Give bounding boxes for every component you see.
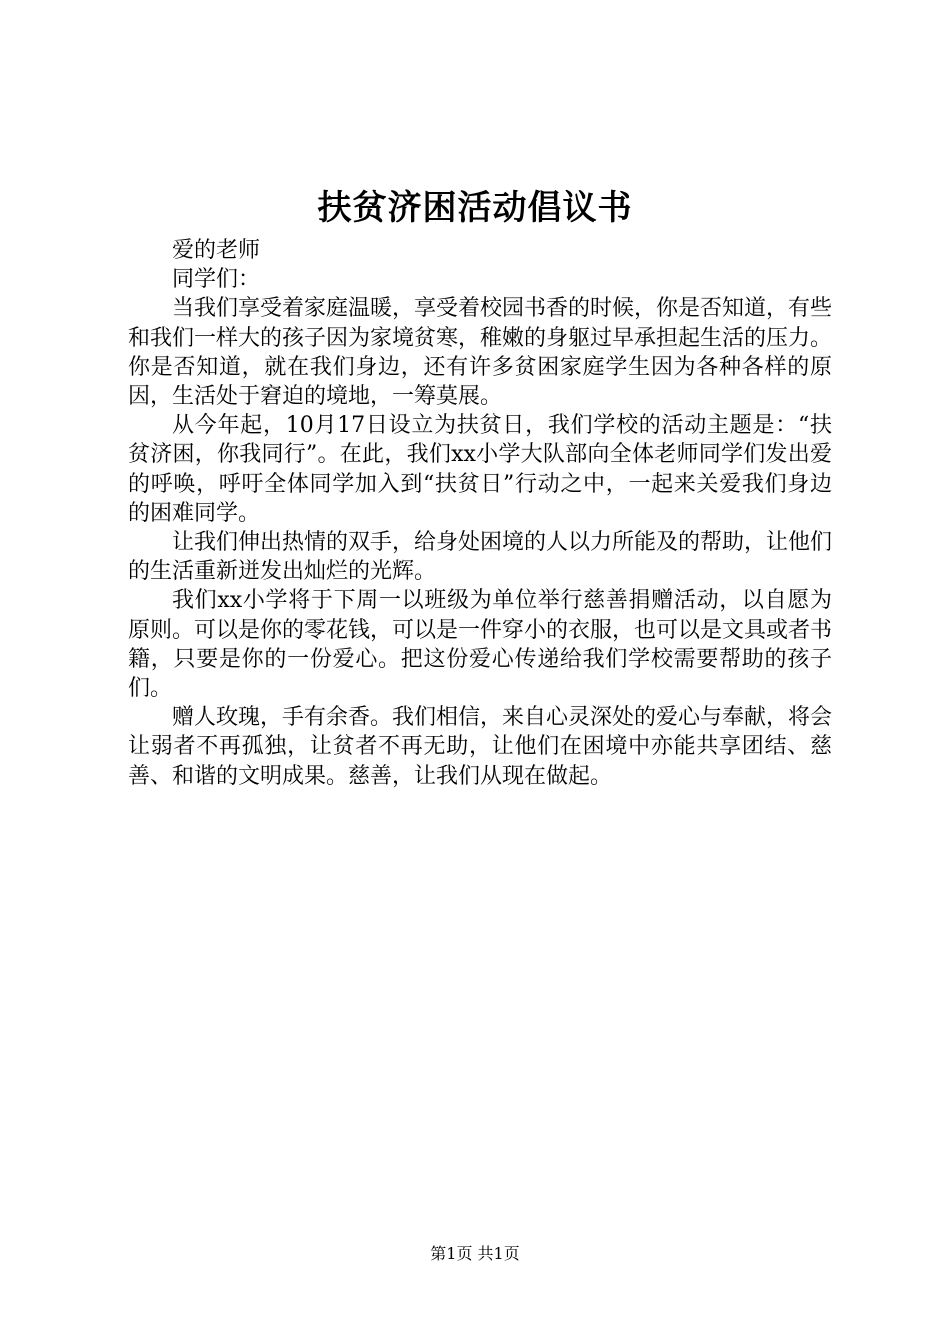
salutation-line-2: 同学们： [172, 267, 261, 293]
document-title: 扶贫济困活动倡议书 [317, 188, 633, 228]
body-paragraph-1: 当我们享受着家庭温暖，享受着校园书香的时候，你是否知道，有些和我们一样大的孩子因为家境贫寒，稚嫩的身躯过早承担起生活的压力。你是否知道，就在我们身边，还有许多贫困家庭学生因为各种各样的原因，生活处于窘迫的境地，一筹莫展。 [128, 296, 833, 410]
body-paragraph-2: 从今年起，10月17日设立为扶贫日，我们学校的活动主题是：“扶贫济困，你我同行”。在此，我们xx小学大队部向全体老师同学们发出爱的呼唤，呼吁全体同学加入到“扶贫日”行动之中，一起来关爱我们身边的困难同学。 [128, 413, 832, 526]
body-paragraph-3: 让我们伸出热情的双手，给身处困境的人以力所能及的帮助，让他们的生活重新迸发出灿烂的光辉。 [128, 530, 833, 585]
page-footer: 第1页 共1页 [430, 1244, 520, 1263]
body-paragraph-4: 我们xx小学将于下周一以班级为单位举行慈善捐赠活动，以自愿为原则。可以是你的零花钱，可以是一件穿小的衣服，也可以是文具或者书籍，只要是你的一份爱心。把这份爱心传递给我们学校需要帮助的孩子们。 [128, 588, 833, 702]
document-body [128, 236, 832, 791]
salutation-line-1: 爱的老师 [172, 238, 261, 263]
body-paragraph-5: 赠人玫瑰，手有余香。我们相信，来自心灵深处的爱心与奉献，将会让弱者不再孤独，让贫者不再无助，让他们在困境中亦能共享团结、慈善、和谐的文明成果。慈善，让我们从现在做起。 [128, 705, 833, 789]
